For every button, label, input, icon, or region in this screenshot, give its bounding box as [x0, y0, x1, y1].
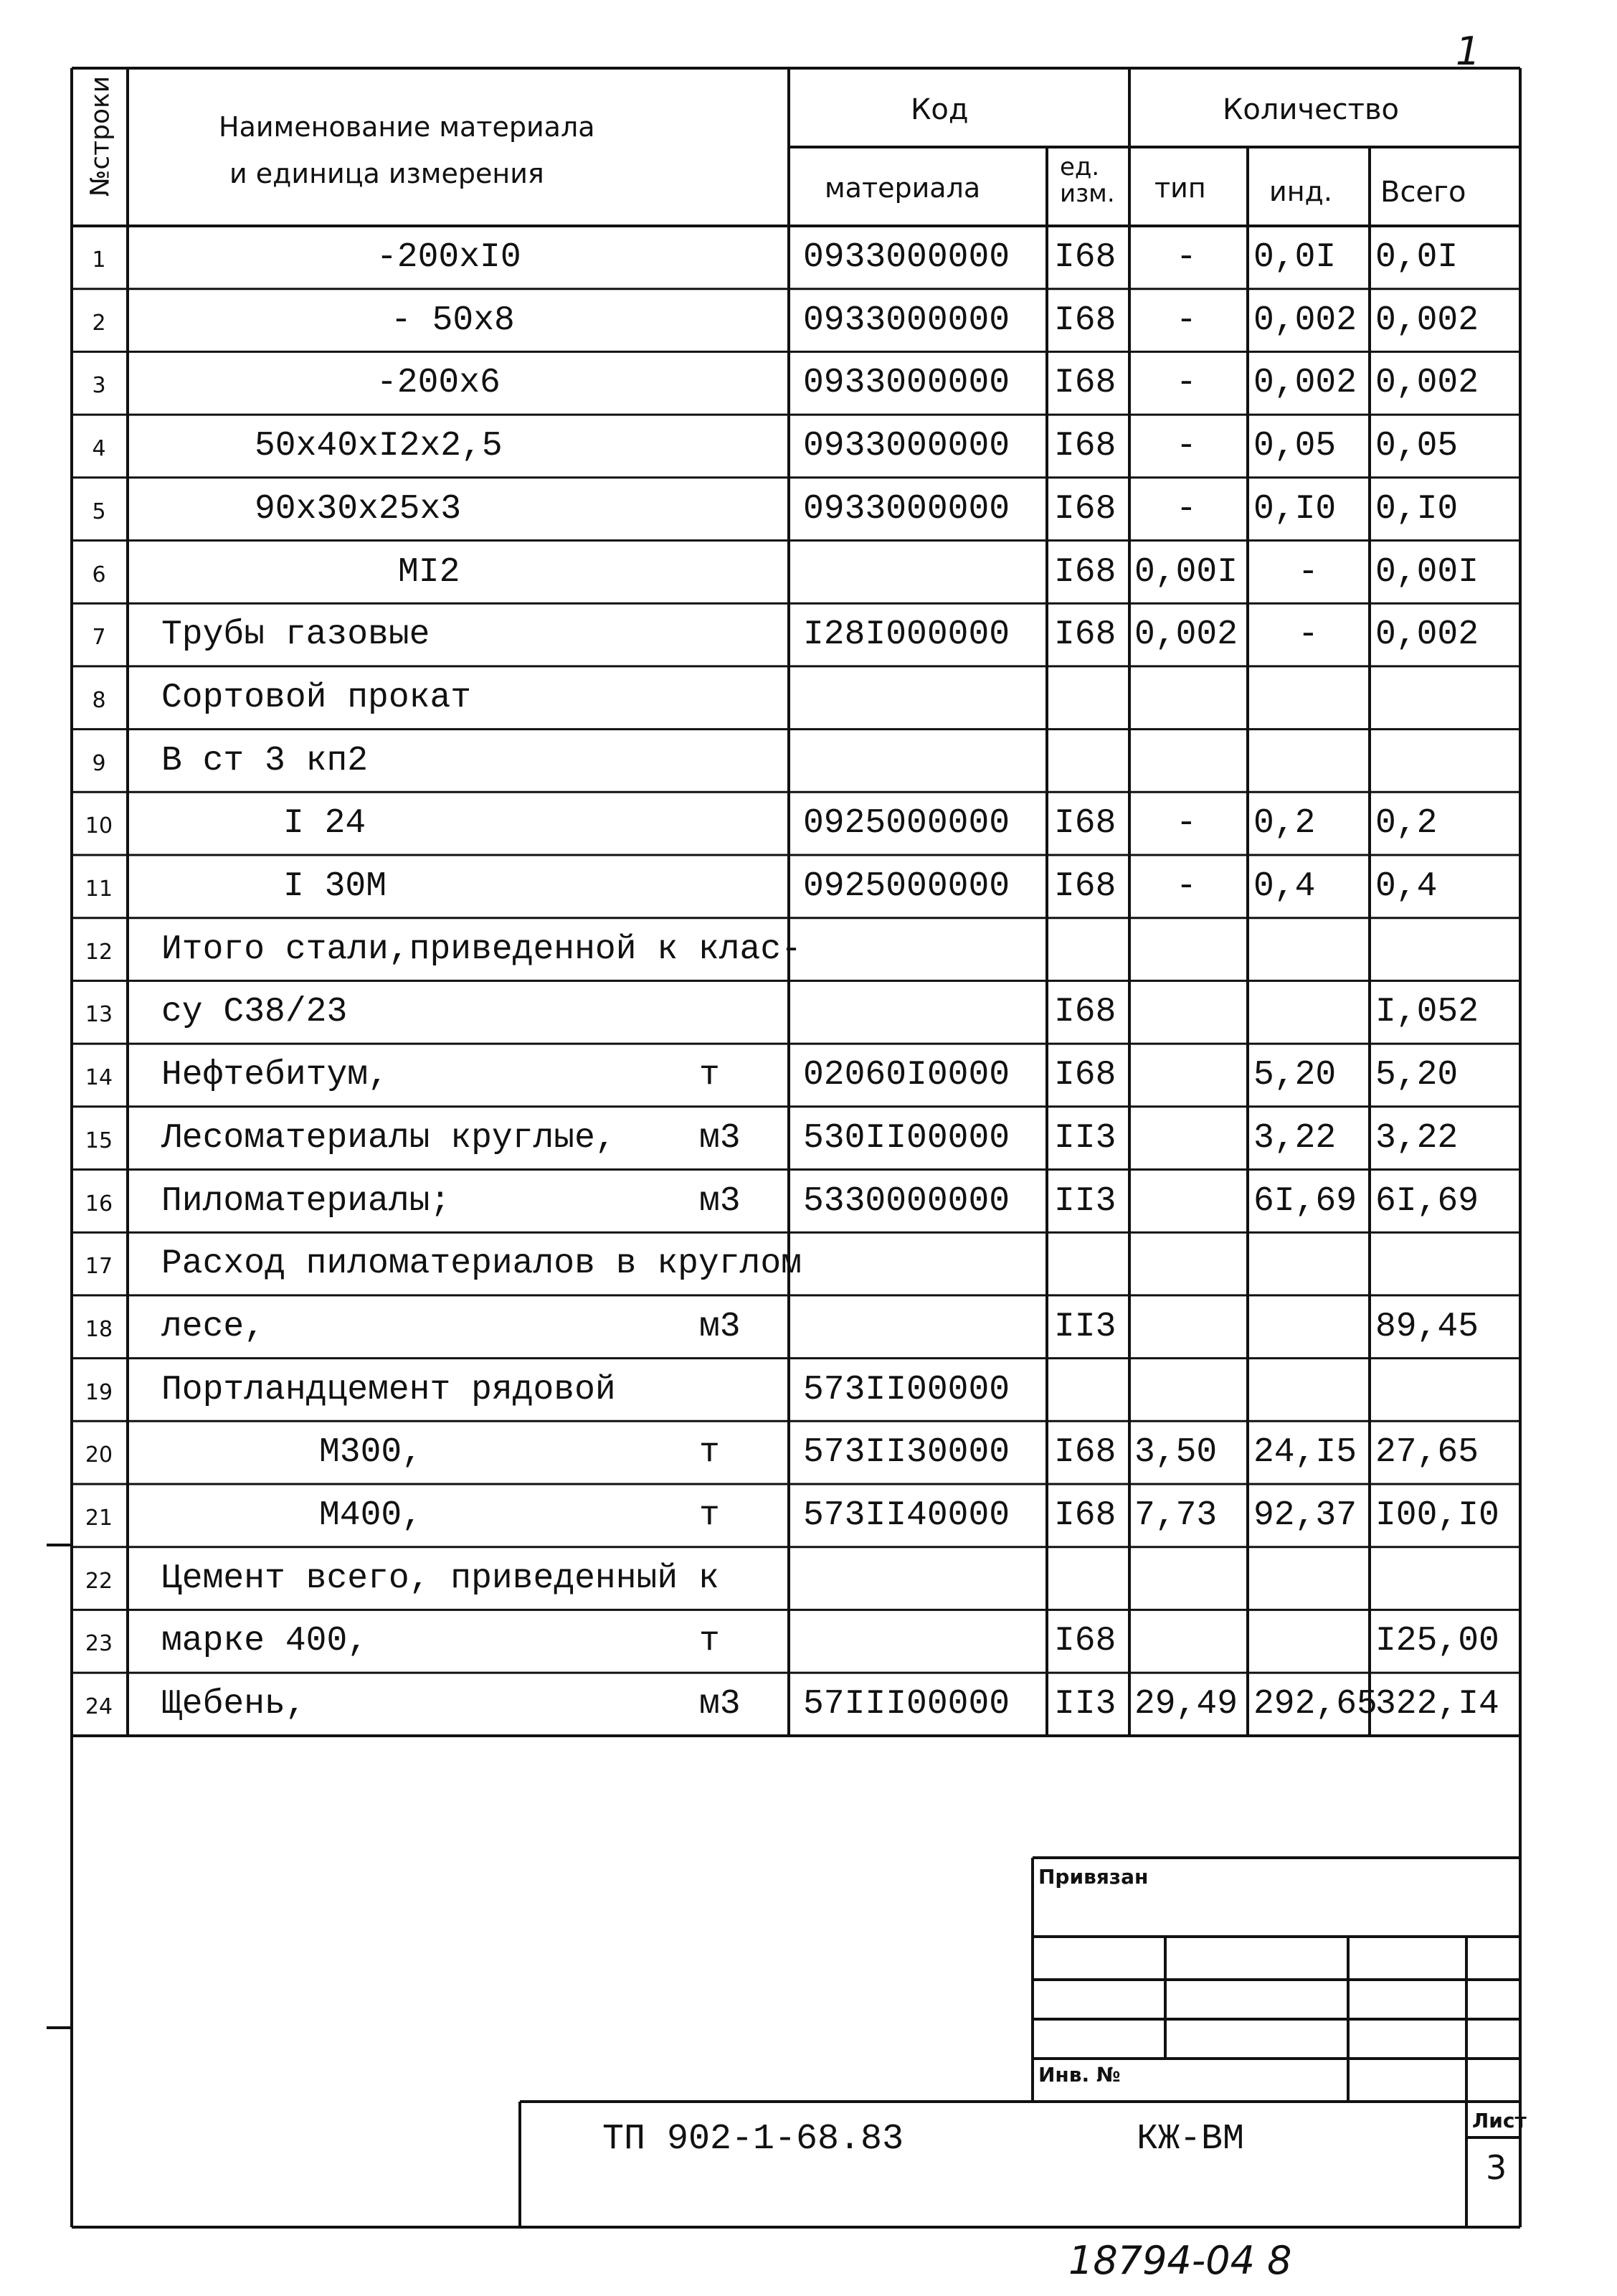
- cell-total: 0,4: [1375, 867, 1438, 906]
- row-number: 12: [85, 939, 113, 965]
- cell-name: Нефтебитум,: [161, 1056, 389, 1095]
- cell-name: 90x30x25x3: [255, 489, 462, 529]
- cell-tip: 0,002: [1134, 615, 1238, 655]
- cell-ed: I68: [1054, 1622, 1116, 1661]
- inventory-label: Инв. №: [1038, 2063, 1121, 2087]
- row-number: 1: [92, 247, 106, 273]
- cell-ind: 3,22: [1253, 1118, 1337, 1158]
- cell-ed: I68: [1054, 804, 1116, 844]
- cell-tip: 3,50: [1134, 1433, 1218, 1473]
- cell-code: 0933000000: [803, 301, 1010, 340]
- cell-ind: 0,002: [1253, 364, 1357, 403]
- cell-code: I28I000000: [803, 615, 1010, 655]
- cell-name: Расход пиломатериалов в круглом: [161, 1244, 802, 1284]
- row-number: 21: [85, 1506, 113, 1531]
- cell-code: 573II40000: [803, 1496, 1010, 1535]
- cell-unit: м3: [699, 1307, 741, 1346]
- cell-unit: м3: [699, 1181, 741, 1221]
- row-number: 10: [85, 813, 113, 839]
- cell-ed: I68: [1054, 552, 1116, 592]
- row-number: 11: [85, 877, 113, 902]
- row-number-header: №строки: [85, 75, 115, 197]
- cell-code: 573II30000: [803, 1433, 1010, 1473]
- cell-total: 322,I4: [1375, 1685, 1499, 1724]
- cell-name: I 24: [283, 804, 366, 844]
- row-number: 15: [85, 1128, 113, 1153]
- quantity-header: Количество: [1223, 93, 1400, 126]
- cell-total: 3,22: [1375, 1118, 1459, 1158]
- margin-tick: [47, 2026, 72, 2029]
- cell-tip: 29,49: [1134, 1685, 1238, 1724]
- cell-name: Пиломатериалы;: [161, 1181, 451, 1221]
- cell-code: 5330000000: [803, 1181, 1010, 1221]
- cell-ed: I68: [1054, 615, 1116, 655]
- cell-name: Щебень,: [161, 1685, 306, 1724]
- sheet-label: Лист: [1472, 2109, 1527, 2132]
- cell-total: 27,65: [1375, 1433, 1479, 1473]
- name-header-line1: Наименование материала: [219, 111, 595, 143]
- cell-name: -200xI0: [376, 238, 521, 277]
- cell-unit: м3: [699, 1118, 741, 1158]
- cell-ind: 292,65: [1253, 1685, 1377, 1724]
- sheet-number: 3: [1486, 2148, 1507, 2187]
- cell-ed: I68: [1054, 427, 1116, 466]
- cell-code: 0933000000: [803, 238, 1010, 277]
- cell-tip: -: [1176, 301, 1197, 340]
- row-number: 23: [85, 1631, 113, 1657]
- row-number: 7: [92, 625, 106, 651]
- cell-ed: II3: [1054, 1685, 1116, 1724]
- row-number: 8: [92, 687, 106, 713]
- margin-tick: [47, 1544, 72, 1546]
- cell-tip: 7,73: [1134, 1496, 1218, 1535]
- cell-ind: 92,37: [1253, 1496, 1357, 1535]
- row-number: 24: [85, 1694, 113, 1720]
- cell-ed: I68: [1054, 1433, 1116, 1473]
- cell-tip: -: [1176, 867, 1197, 906]
- row-number: 2: [92, 310, 106, 336]
- cell-code: 573II00000: [803, 1370, 1010, 1409]
- row-number: 19: [85, 1379, 113, 1405]
- cell-unit: т: [699, 1622, 720, 1661]
- row-number: 3: [92, 373, 106, 399]
- cell-code: 0925000000: [803, 867, 1010, 906]
- cell-name: Лесоматериалы круглые,: [161, 1118, 616, 1158]
- cell-ed: I68: [1054, 1056, 1116, 1095]
- cell-total: 5,20: [1375, 1056, 1459, 1095]
- row-number: 4: [92, 436, 106, 462]
- document-number: ТП 902-1-68.83: [602, 2119, 904, 2160]
- cell-ed: II3: [1054, 1307, 1116, 1346]
- cell-ed: I68: [1054, 867, 1116, 906]
- cell-total: 0,002: [1375, 301, 1479, 340]
- cell-ind: 0,I0: [1253, 489, 1337, 529]
- cell-unit: т: [699, 1496, 720, 1535]
- cell-ed: I68: [1054, 364, 1116, 403]
- row-number: 14: [85, 1065, 113, 1091]
- cell-name: Трубы газовые: [161, 615, 430, 655]
- cell-code: 530II00000: [803, 1118, 1010, 1158]
- cell-total: 0,0I: [1375, 238, 1459, 277]
- cell-ind: 0,05: [1253, 427, 1337, 466]
- cell-total: 0,00I: [1375, 552, 1479, 592]
- cell-unit: т: [699, 1056, 720, 1095]
- cell-code: 0933000000: [803, 427, 1010, 466]
- cell-code: 0925000000: [803, 804, 1010, 844]
- cell-total: 6I,69: [1375, 1181, 1479, 1221]
- cell-ind: -: [1298, 552, 1319, 592]
- cell-ed: I68: [1054, 238, 1116, 277]
- cell-name: - 50x8: [391, 301, 515, 340]
- cell-total: 89,45: [1375, 1307, 1479, 1346]
- row-number: 9: [92, 750, 106, 776]
- cell-total: 0,I0: [1375, 489, 1459, 529]
- cell-tip: -: [1176, 489, 1197, 529]
- cell-ind: 24,I5: [1253, 1433, 1357, 1473]
- bound-label: Привязан: [1038, 1865, 1149, 1889]
- cell-ed: I68: [1054, 993, 1116, 1032]
- cell-name: Цемент всего, приведенный к: [161, 1559, 719, 1598]
- qty-ind-header: инд.: [1269, 176, 1332, 207]
- row-number: 20: [85, 1442, 113, 1468]
- qty-type-header: тип: [1154, 172, 1206, 204]
- cell-ind: 0,002: [1253, 301, 1357, 340]
- cell-code: 57III00000: [803, 1685, 1010, 1724]
- cell-name: лесе,: [161, 1307, 265, 1346]
- cell-total: 0,002: [1375, 615, 1479, 655]
- cell-total: 0,002: [1375, 364, 1479, 403]
- cell-name: -200x6: [376, 364, 501, 403]
- cell-ind: 5,20: [1253, 1056, 1337, 1095]
- cell-ind: 0,4: [1253, 867, 1316, 906]
- code-material-header: материала: [825, 172, 981, 204]
- unit-header: [1060, 154, 1115, 208]
- cell-name: 50x40xI2x2,5: [255, 427, 503, 466]
- row-number: 18: [85, 1316, 113, 1342]
- name-header-line2: и единица измерения: [229, 158, 544, 189]
- unit-header-line1: ед.: [1060, 153, 1100, 181]
- cell-code: 02060I0000: [803, 1056, 1010, 1095]
- row-number: 5: [92, 499, 106, 524]
- unit-header-line2: изм.: [1060, 179, 1115, 209]
- cell-code: 0933000000: [803, 364, 1010, 403]
- row-number: 13: [85, 1002, 113, 1028]
- cell-tip: -: [1176, 364, 1197, 403]
- row-number: 16: [85, 1191, 113, 1216]
- cell-unit: м3: [699, 1685, 741, 1724]
- cell-total: I25,00: [1375, 1622, 1499, 1661]
- cell-name: MI2: [398, 552, 460, 592]
- cell-name: М300,: [319, 1433, 423, 1473]
- cell-name: М400,: [319, 1496, 423, 1535]
- archive-number: 18794-04 8: [1068, 2238, 1292, 2283]
- cell-ind: -: [1298, 615, 1319, 655]
- document-code: КЖ-ВМ: [1137, 2119, 1245, 2160]
- cell-name: Портландцемент рядовой: [161, 1370, 616, 1409]
- cell-name: Сортовой прокат: [161, 678, 472, 717]
- cell-ed: I68: [1054, 489, 1116, 529]
- cell-name: марке 400,: [161, 1622, 369, 1661]
- cell-unit: т: [699, 1433, 720, 1473]
- cell-name: су С38/23: [161, 993, 348, 1032]
- cell-ind: 0,0I: [1253, 238, 1337, 277]
- cell-tip: -: [1176, 804, 1197, 844]
- cell-name: I 30M: [283, 867, 387, 906]
- corner-mark: 1: [1456, 29, 1481, 74]
- cell-tip: -: [1176, 238, 1197, 277]
- cell-tip: 0,00I: [1134, 552, 1238, 592]
- cell-name: В ст 3 кп2: [161, 741, 369, 780]
- cell-tip: -: [1176, 427, 1197, 466]
- row-number: 17: [85, 1254, 113, 1280]
- cell-ind: 0,2: [1253, 804, 1316, 844]
- cell-total: 0,2: [1375, 804, 1438, 844]
- cell-ed: II3: [1054, 1118, 1116, 1158]
- row-number: 22: [85, 1568, 113, 1594]
- qty-total-header: Всего: [1380, 176, 1466, 209]
- cell-total: 0,05: [1375, 427, 1459, 466]
- cell-total: I00,I0: [1375, 1496, 1499, 1535]
- cell-name: Итого стали,приведенной к клас-: [161, 930, 802, 969]
- cell-ed: I68: [1054, 1496, 1116, 1535]
- code-header: Код: [911, 93, 969, 126]
- cell-ed: I68: [1054, 301, 1116, 340]
- cell-total: I,052: [1375, 993, 1479, 1032]
- cell-ind: 6I,69: [1253, 1181, 1357, 1221]
- cell-code: 0933000000: [803, 489, 1010, 529]
- cell-ed: II3: [1054, 1181, 1116, 1221]
- row-number: 6: [92, 562, 106, 587]
